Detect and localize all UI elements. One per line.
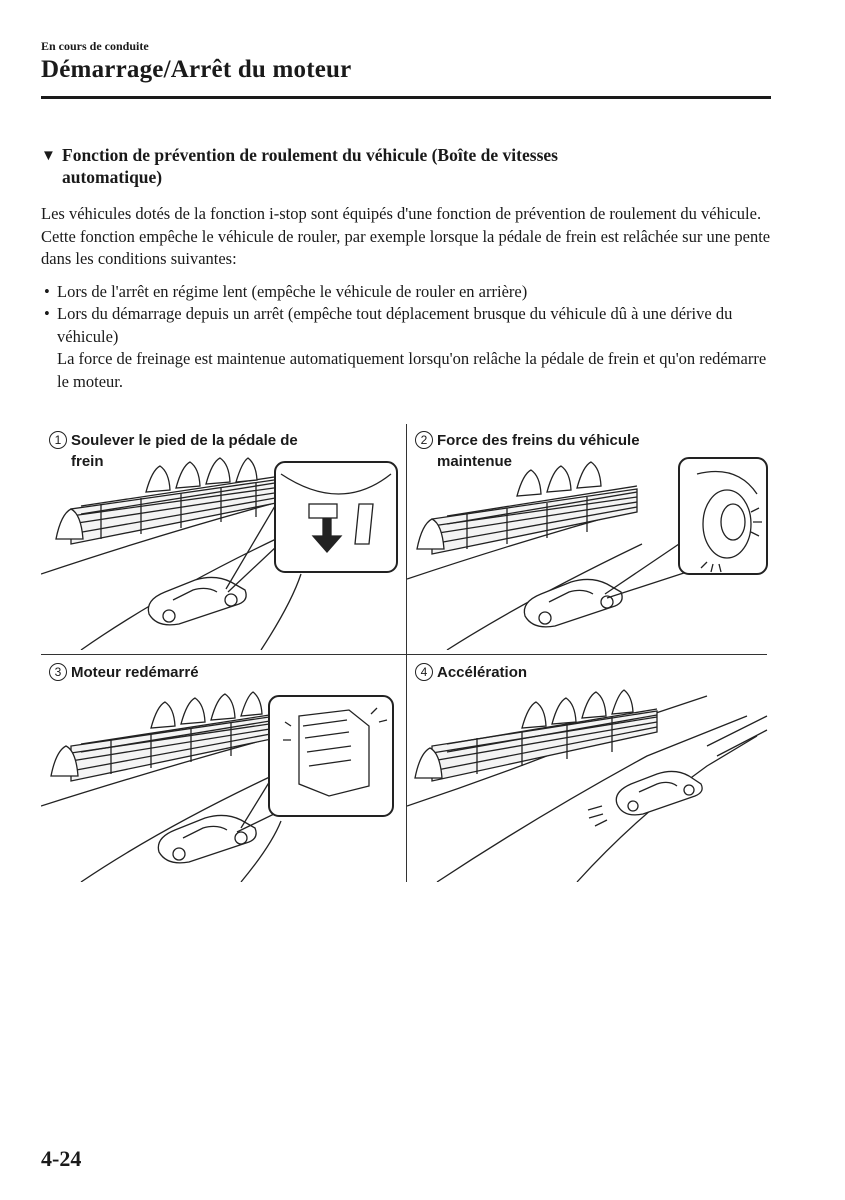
acceleration-illustration <box>407 656 769 882</box>
engine-restart-illustration <box>41 656 403 882</box>
bullet-dot-icon: • <box>44 304 50 323</box>
list-item <box>41 303 771 348</box>
continuation-text: La force de freinage est maintenue automatiquement lorsqu'on relâche la pédale de frein et qu'on redémarre le moteur. <box>57 349 767 391</box>
step-number-2: 2 <box>415 431 433 449</box>
title-rule <box>41 96 771 99</box>
bullet-dot-icon: • <box>44 281 50 301</box>
step-number-1: 1 <box>49 431 67 449</box>
panel-label-line2: maintenue <box>437 453 513 470</box>
illustration-figure <box>41 424 767 882</box>
step-number-3: 3 <box>49 663 67 681</box>
panel-label <box>49 662 349 683</box>
section-rollback-prevention <box>41 144 771 393</box>
list-item-text: Lors de l'arrêt en régime lent (empêche le véhicule de rouler en arrière) <box>57 281 528 301</box>
panel-label <box>49 430 349 472</box>
section-heading <box>41 144 771 188</box>
panel-label-line1: Soulever le pied de la pédale de <box>71 432 298 449</box>
list-item-text: Lors du démarrage depuis un arrêt (empêche tout déplacement brusque du véhicule dû à une dérive du véhicule) <box>57 304 733 346</box>
triangle-bullet-icon: ▼ <box>41 148 56 164</box>
panel-release-brake <box>41 424 403 650</box>
page-number: 4-24 <box>41 1146 82 1171</box>
panel-engine-restart <box>41 656 403 882</box>
section-heading-line2: automatique) <box>62 167 163 187</box>
chapter-label: En cours de conduite <box>41 39 149 53</box>
panel-label-line1: Accélération <box>437 664 528 681</box>
figure-divider-horizontal <box>41 654 767 655</box>
panel-label-line1: Force des freins du véhicule <box>437 432 640 449</box>
list-item <box>41 281 771 304</box>
panel-acceleration <box>407 656 769 882</box>
section-heading-line1: Fonction de prévention de roulement du véhicule (Boîte de vitesses <box>62 145 558 165</box>
panel-label-line2: frein <box>71 453 104 470</box>
step-number-4: 4 <box>415 663 433 681</box>
page-title: Démarrage/Arrêt du moteur <box>41 56 352 83</box>
panel-label <box>415 662 715 683</box>
conditions-list <box>41 281 771 394</box>
panel-brake-held <box>407 424 769 650</box>
panel-label <box>415 430 715 472</box>
intro-paragraph: Les véhicules dotés de la fonction i-stop sont équipés d'une fonction de prévention de roulement du véhicule. Cette fonction empêche le véhicule de rouler, par exemple lorsque la pédale de frein est relâchée sur une pente dans les conditions suivantes: <box>41 204 771 268</box>
panel-label-line1: Moteur redémarré <box>71 664 199 681</box>
